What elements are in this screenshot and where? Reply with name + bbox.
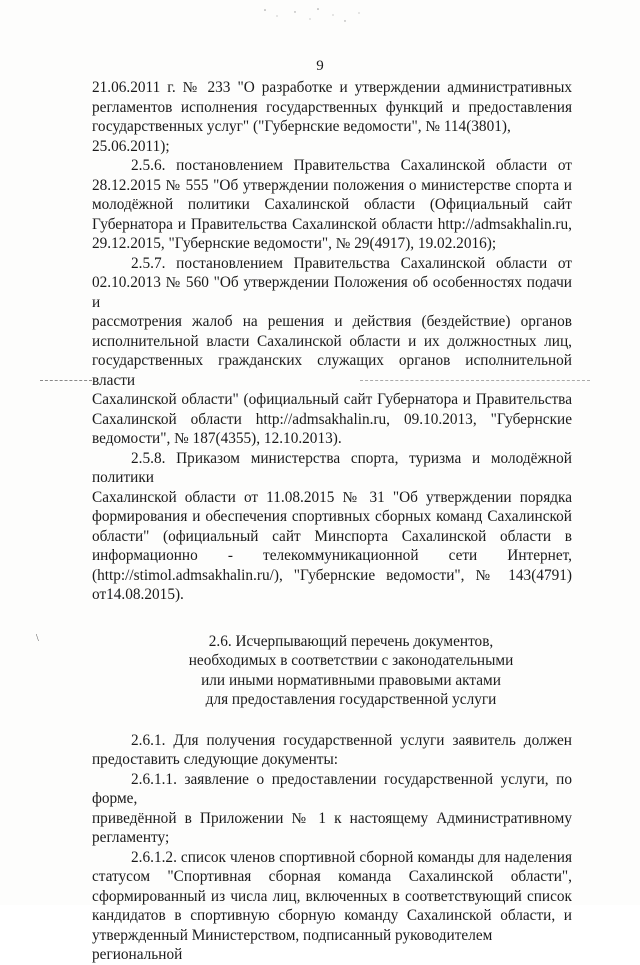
text-line: предоставить следующие документы: [92, 751, 338, 768]
text-line: рассмотрения жалоб на решения и действия (бездействие) органов [92, 313, 572, 330]
paragraph [92, 731, 572, 770]
scan-artifact-dash [40, 380, 92, 382]
paragraph-group [92, 731, 572, 965]
margin-mark: \ [36, 633, 39, 644]
text-line: информационно - телекоммуникационной сети Интернет, [92, 547, 572, 564]
text-line: Сахалинской области http://admsakhalin.ru, 09.10.2013, "Губернские [92, 410, 572, 428]
heading-line: необходимых в соответствии с законодательными [188, 652, 514, 669]
text-line: 29.12.2015, "Губернские ведомости", № 29(4917), 19.02.2016); [92, 235, 497, 252]
paragraph [92, 449, 572, 605]
text-line: регламенту; [92, 829, 170, 846]
text-line: государственных услуг" ("Губернские ведомости", № 114(3801), 25.06.2011); [92, 118, 511, 155]
text-line: (http://stimol.admsakhalin.ru/), "Губернские ведомости", № 143(4791) [92, 566, 572, 584]
text-line: формирования и обеспечения спортивных сборных команд Сахалинской [92, 508, 572, 525]
text-line: 28.12.2015 № 555 "Об утверждении положения о министерстве спорта и [92, 176, 572, 194]
paragraph [92, 254, 572, 449]
text-line: Губернатора и Правительства Сахалинской области http://admsakhalin.ru, [92, 215, 572, 233]
text-line: 2.5.8. Приказом министерства спорта, туризма и молодёжной политики [92, 449, 572, 486]
paragraph-group [92, 78, 572, 605]
text-line: Сахалинской области" (официальный сайт Губернатора и Правительства [92, 391, 572, 408]
paragraph [92, 156, 572, 254]
text-line: Сахалинской области от 11.08.2015 № 31 "Об утверждении порядка [92, 488, 572, 506]
text-line: статусом "Спортивная сборная команда Сахалинской области", [92, 868, 572, 885]
text-line: утвержденный Министерством, подписанный руководителем региональной [92, 926, 493, 963]
page-number: 9 [316, 58, 324, 74]
text-line: 21.06.2011 г. № 233 "О разработке и утверждении административных [92, 79, 572, 96]
scan-artifact [255, 4, 375, 26]
heading-line: или иными нормативными правовыми актами [201, 671, 501, 689]
text-line: сформированный из числа лиц, включенных в соответствующий список [92, 887, 572, 905]
paragraph [92, 770, 572, 848]
text-line: регламентов исполнения государственных функций и предоставления [92, 98, 572, 116]
text-line: от14.08.2015). [92, 586, 184, 603]
paragraph [92, 78, 572, 156]
text-line: области" (официальный сайт Минспорта Сахалинской области в [92, 527, 572, 545]
text-line: ведомости", № 187(4355), 12.10.2013). [92, 430, 342, 447]
text-line: государственных гражданских служащих органов исполнительной власти [92, 352, 572, 389]
text-line: молодёжной политики Сахалинской области (Официальный сайт [92, 196, 572, 213]
text-line: приведённой в Приложении № 1 к настоящему Административному [92, 809, 572, 827]
text-line: 2.5.6. постановлением Правительства Сахалинской области от [131, 157, 572, 174]
section-heading [92, 632, 572, 710]
spacer [92, 710, 572, 731]
text-line: кандидатов в спортивную сборную команду Сахалинской области, и [92, 907, 572, 924]
text-line: 2.6.1.1. заявление о предоставлении государственной услуги, по форме, [92, 770, 572, 807]
document-body [92, 78, 572, 965]
heading-line: 2.6. Исчерпывающий перечень документов, [208, 632, 494, 650]
text-line: 02.10.2013 № 560 "Об утверждении Положения об особенностях подачи и [92, 274, 572, 311]
text-line: 2.6.1. Для получения государственной услуги заявитель должен [131, 731, 572, 749]
heading-line: для предоставления государственной услуги [205, 691, 497, 708]
text-line: 2.6.1.2. список членов спортивной сборной команды для наделения [131, 848, 572, 866]
text-line: исполнительной власти Сахалинской области и их должностных лиц, [92, 332, 572, 350]
text-line: 2.5.7. постановлением Правительства Сахалинской области от [131, 254, 572, 272]
paragraph [92, 848, 572, 965]
